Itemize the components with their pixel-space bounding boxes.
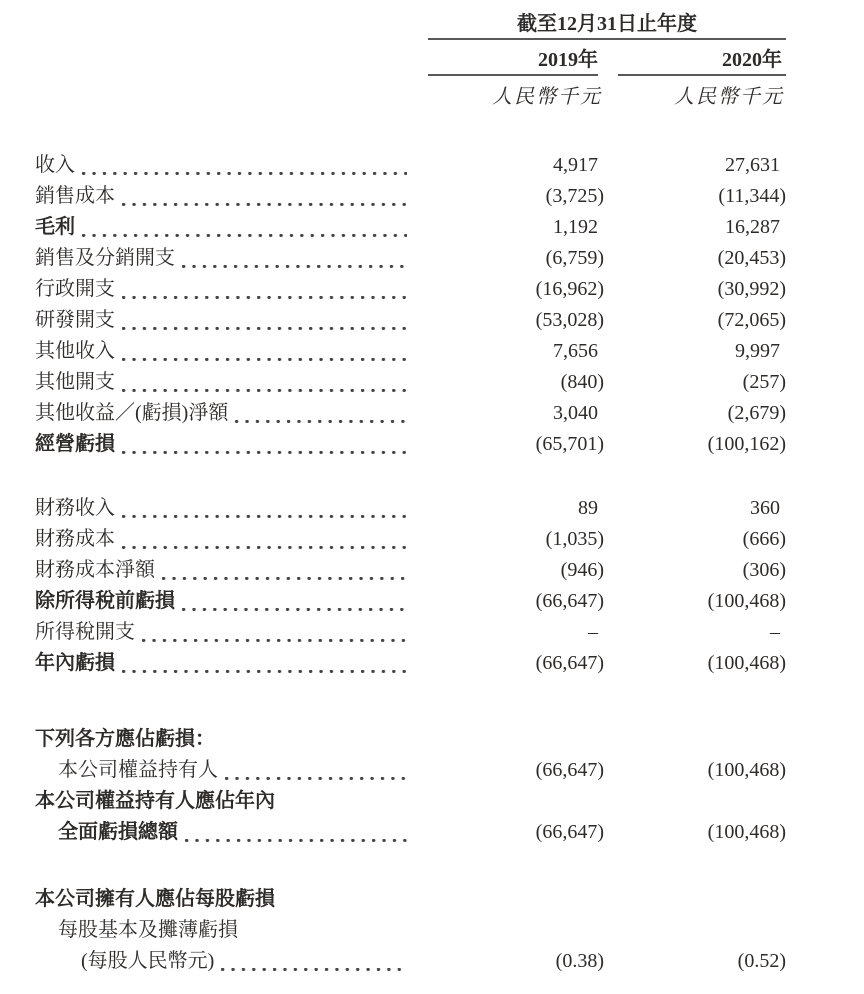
row-label: 所得稅開支	[35, 621, 135, 643]
row-label: 毛利	[35, 216, 75, 238]
row-label: 其他開支	[35, 371, 115, 393]
table-row	[35, 946, 786, 977]
value-2019: (16,962)	[535, 278, 604, 300]
value-2019: 7,656	[553, 340, 598, 362]
table-row	[35, 555, 786, 586]
value-2020: (72,065)	[717, 309, 786, 331]
value-2020: (100,468)	[707, 759, 786, 781]
table-row	[35, 755, 786, 786]
dot-leader	[122, 336, 407, 367]
value-2020: (100,468)	[707, 590, 786, 612]
row-label: 財務成本淨額	[35, 559, 155, 581]
value-2019: (66,647)	[535, 759, 604, 781]
value-2020: (0.52)	[737, 950, 786, 972]
row-label: 本公司權益持有人	[58, 759, 218, 781]
value-2020: (306)	[742, 559, 786, 581]
dot-leader	[122, 493, 407, 524]
value-2020	[604, 724, 786, 755]
statement-table	[35, 0, 786, 977]
value-2020: 9,997	[735, 340, 780, 362]
table-row	[35, 367, 786, 398]
table-row	[35, 243, 786, 274]
value-2019: (1,035)	[545, 528, 604, 550]
dot-leader	[142, 617, 407, 648]
table-row	[35, 181, 786, 212]
dot-leader	[235, 398, 407, 429]
table-row	[35, 524, 786, 555]
dot-leader	[82, 150, 407, 181]
value-2019: 89	[578, 497, 598, 519]
period-header: 截至12月31日止年度	[517, 13, 697, 35]
value-2020	[604, 915, 786, 946]
row-label: 除所得稅前虧損	[35, 590, 175, 612]
table-row	[35, 648, 786, 679]
dot-leader	[225, 755, 407, 786]
dot-leader	[185, 817, 407, 848]
dot-leader	[162, 555, 407, 586]
value-2020: –	[770, 621, 780, 643]
row-label: 行政開支	[35, 278, 115, 300]
value-2019	[420, 724, 604, 755]
table-row	[35, 274, 786, 305]
row-label: 本公司擁有人應佔每股虧損	[35, 888, 275, 910]
dot-leader	[122, 274, 407, 305]
table-row	[35, 586, 786, 617]
value-2020	[604, 786, 786, 817]
row-label: 銷售及分銷開支	[35, 247, 175, 269]
table-row	[35, 786, 786, 817]
value-2019	[420, 915, 604, 946]
value-2019: 3,040	[553, 402, 598, 424]
value-2019: (840)	[560, 371, 604, 393]
table-row	[35, 724, 786, 755]
value-2019: (53,028)	[535, 309, 604, 331]
unit-label-2020: 人民幣千元	[674, 86, 784, 108]
table-row	[35, 429, 786, 460]
value-2020: 16,287	[725, 216, 780, 238]
value-2019: (946)	[560, 559, 604, 581]
row-label: 銷售成本	[35, 185, 115, 207]
value-2020: (2,679)	[727, 402, 786, 424]
statement-section	[35, 493, 786, 679]
value-2019: (66,647)	[535, 652, 604, 674]
value-2019: 4,917	[553, 154, 598, 176]
value-2019: (0.38)	[555, 950, 604, 972]
dot-leader	[221, 946, 407, 977]
row-label: 其他收入	[35, 340, 115, 362]
value-2020: (100,468)	[707, 652, 786, 674]
row-label: 每股基本及攤薄虧損	[58, 919, 238, 941]
table-row	[35, 493, 786, 524]
table-row	[35, 617, 786, 648]
value-2019: (3,725)	[545, 185, 604, 207]
value-2019	[420, 786, 604, 817]
dot-leader	[122, 429, 407, 460]
row-label: 年內虧損	[35, 652, 115, 674]
value-2020: 360	[750, 497, 780, 519]
dot-leader	[82, 212, 407, 243]
statement-section	[35, 724, 786, 848]
row-label: 研發開支	[35, 309, 115, 331]
value-2020: (257)	[742, 371, 786, 393]
value-2019: (66,647)	[535, 590, 604, 612]
dot-leader	[182, 586, 407, 617]
row-label: 全面虧損總額	[58, 821, 178, 843]
row-label: 本公司權益持有人應佔年內	[35, 790, 275, 812]
value-2019: (65,701)	[535, 433, 604, 455]
unit-label-2019: 人民幣千元	[492, 86, 602, 108]
value-2020: (11,344)	[718, 185, 786, 207]
row-label: 財務成本	[35, 528, 115, 550]
statement-section	[35, 884, 786, 977]
dot-leader	[122, 367, 407, 398]
value-2020	[604, 884, 786, 915]
row-label: 其他收益／(虧損)淨額	[35, 402, 229, 424]
table-row	[35, 398, 786, 429]
value-2020: (666)	[742, 528, 786, 550]
value-2019: (6,759)	[545, 247, 604, 269]
table-row	[35, 817, 786, 848]
value-2019: –	[588, 621, 598, 643]
value-2019	[420, 884, 604, 915]
value-2019: (66,647)	[535, 821, 604, 843]
row-label: 收入	[35, 154, 75, 176]
table-row	[35, 884, 786, 915]
value-2019: 1,192	[553, 216, 598, 238]
column-header-2020: 2020年	[722, 49, 782, 71]
row-label: (每股人民幣元)	[81, 950, 215, 972]
table-row	[35, 336, 786, 367]
table-row	[35, 305, 786, 336]
value-2020: (100,162)	[707, 433, 786, 455]
table-row	[35, 212, 786, 243]
row-label: 經營虧損	[35, 433, 115, 455]
value-2020: (20,453)	[717, 247, 786, 269]
dot-leader	[122, 181, 407, 212]
dot-leader	[122, 648, 407, 679]
value-2020: (100,468)	[707, 821, 786, 843]
dot-leader	[182, 243, 407, 274]
dot-leader	[122, 305, 407, 336]
row-label: 財務收入	[35, 497, 115, 519]
row-label: 下列各方應佔虧損：	[35, 728, 215, 750]
value-2020: 27,631	[725, 154, 780, 176]
table-row	[35, 915, 786, 946]
statement-section	[35, 150, 786, 460]
dot-leader	[122, 524, 407, 555]
column-header-2019: 2019年	[538, 49, 598, 71]
table-row	[35, 150, 786, 181]
value-2020: (30,992)	[717, 278, 786, 300]
